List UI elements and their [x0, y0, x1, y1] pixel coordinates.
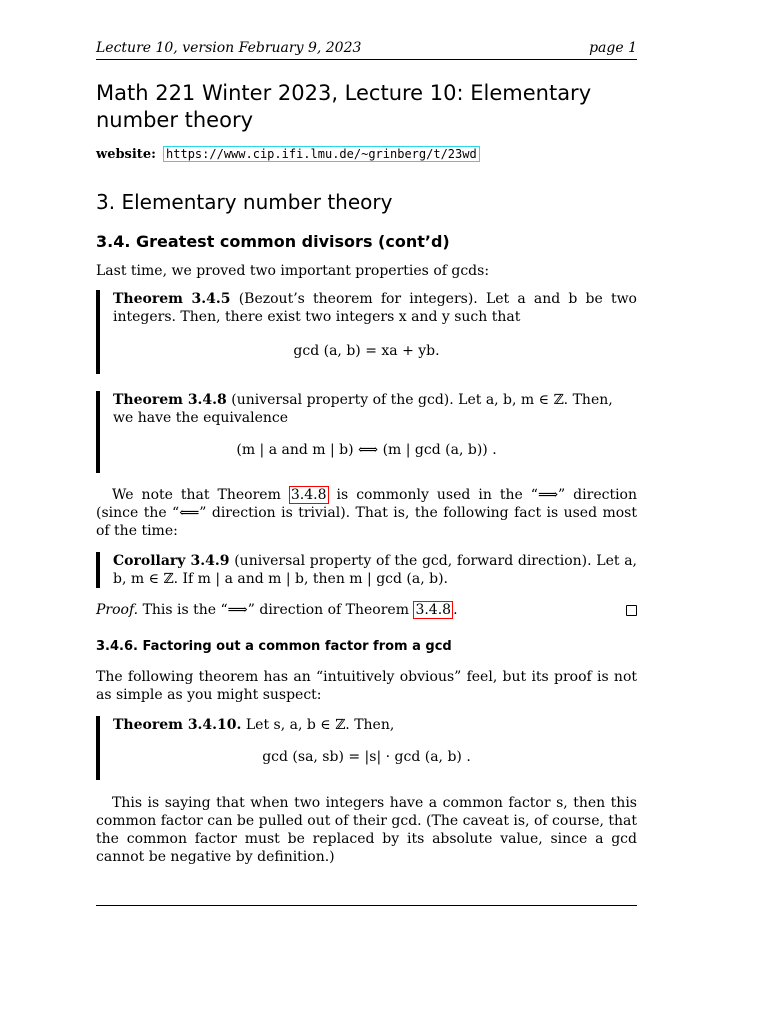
theorem-text: Let a and b be two integers. Then, there exist two integers x and y such that	[113, 291, 637, 325]
website-label: website:	[96, 147, 156, 162]
theorem-text: Let a, b, m ∈ ℤ. Then, we have the equivalence	[113, 392, 613, 426]
theorem-bar	[96, 290, 100, 374]
corollary-name: (universal property of the gcd, forward direction).	[234, 553, 592, 569]
website-line	[96, 147, 480, 162]
theorem-label: Theorem 3.4.5	[113, 291, 231, 307]
theorem-3-4-5	[96, 290, 637, 374]
equation-gcd-factor: gcd (sa, sb) = |s| · gcd (a, b) .	[262, 749, 471, 765]
theorem-label: Theorem 3.4.10.	[113, 717, 242, 733]
paragraph-intuitive: The following theorem has an “intuitively obvious” feel, but its proof is not as simple as you might suspect:	[96, 669, 637, 703]
theorem-reference-link[interactable]: 3.4.8	[415, 602, 452, 618]
subsection-heading: 3.4. Greatest common divisors (cont’d)	[96, 232, 450, 251]
running-header	[96, 40, 637, 60]
equation-equivalence: (m | a and m | b) ⟺ (m | gcd (a, b)) .	[236, 442, 497, 458]
header-left: Lecture 10, version February 9, 2023	[96, 40, 362, 56]
theorem-label: Theorem 3.4.8	[113, 392, 227, 408]
lecture-title: Math 221 Winter 2023, Lecture 10: Elementary number theory	[96, 81, 592, 132]
intro-paragraph: Last time, we proved two important properties of gcds:	[96, 263, 490, 279]
theorem-text: Let s, a, b ∈ ℤ. Then,	[245, 717, 395, 733]
website-link[interactable]: https://www.cip.ifi.lmu.de/~grinberg/t/23wd	[163, 146, 480, 162]
subsubsection-heading: 3.4.6. Factoring out a common factor from a gcd	[96, 639, 452, 654]
qed-square-icon	[626, 605, 637, 616]
theorem-reference-link[interactable]: 3.4.8	[290, 487, 327, 503]
theorem-bar	[96, 391, 100, 473]
corollary-bar	[96, 552, 100, 588]
corollary-text: Let a, b, m ∈ ℤ. If m | a and m | b, then m | gcd (a, b).	[113, 553, 637, 587]
paragraph-caveat: This is saying that when two integers have a common factor s, then this common factor can be pulled out of their gcd. (The caveat is, of course, that the common factor must be replaced by its absolute value, since a gcd cannot be negative by definition.)	[96, 795, 638, 865]
theorem-3-4-8	[96, 391, 637, 473]
proof-line: Proof. This is the “⟹” direction of Theorem 3.4.8 .	[96, 601, 637, 619]
equation-bezout: gcd (a, b) = xa + yb.	[293, 343, 440, 359]
corollary-label: Corollary 3.4.9	[113, 553, 230, 569]
proof-label: Proof.	[96, 602, 139, 618]
section-heading: 3. Elementary number theory	[96, 190, 393, 214]
header-page-number: page 1	[589, 40, 637, 56]
theorem-name: (Bezout’s theorem for integers).	[238, 291, 478, 307]
theorem-3-4-10	[96, 716, 637, 780]
corollary-3-4-9	[96, 552, 637, 588]
note-paragraph: We note that Theorem 3.4.8 is commonly used in the “⟹” direction (since the “⟸” direction is trivial). That is, the following fact is used most of the time:	[96, 487, 637, 539]
footer-rule	[96, 905, 637, 906]
theorem-name: (universal property of the gcd).	[231, 392, 454, 408]
